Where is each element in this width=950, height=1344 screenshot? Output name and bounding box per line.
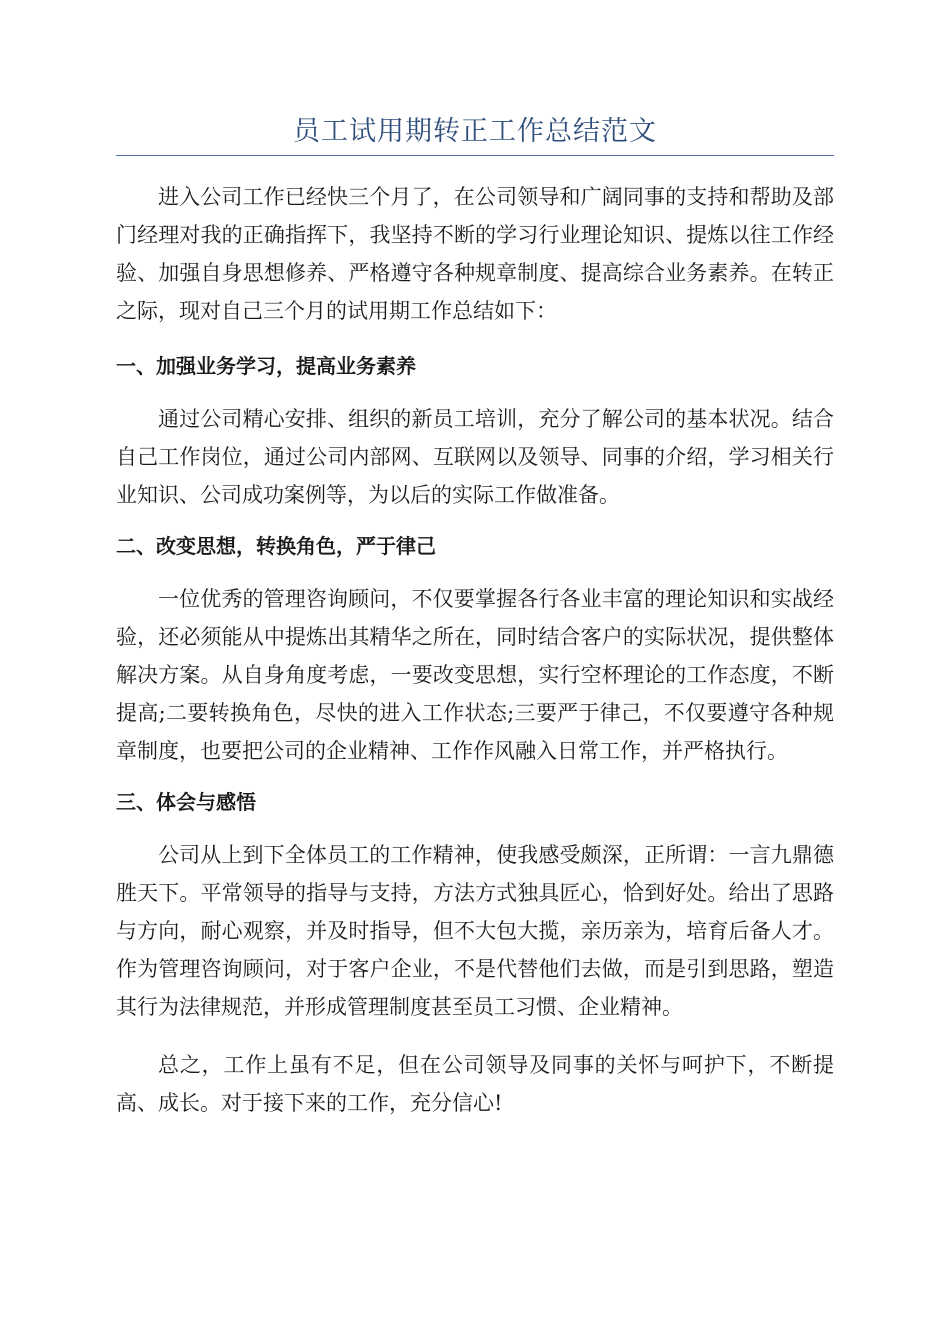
document-page [116, 112, 834, 1122]
section-heading-2: 二、改变思想，转换角色，严于律己 [116, 534, 436, 558]
document-title: 员工试用期转正工作总结范文 [116, 112, 834, 156]
section-heading-3: 三、体会与感悟 [116, 790, 256, 814]
section-heading-1: 一、加强业务学习，提高业务素养 [116, 354, 416, 378]
section-body-1: 通过公司精心安排、组织的新员工培训，充分了解公司的基本状况。结合自己工作岗位，通过公司内部网、互联网以及领导、同事的介绍，学习相关行业知识、公司成功案例等，为以后的实际工作做准备。 [116, 407, 834, 507]
section-body-3: 公司从上到下全体员工的工作精神，使我感受颇深，正所谓：一言九鼎德胜天下。平常领导的指导与支持，方法方式独具匠心，恰到好处。给出了思路与方向，耐心观察，并及时指导，但不大包大揽，亲历亲为，培育后备人才。作为管理咨询顾问，对于客户企业，不是代替他们去做，而是引到思路，塑造其行为法律规范，并形成管理制度甚至员工习惯、企业精神。 [116, 843, 834, 1019]
section-body-2: 一位优秀的管理咨询顾问，不仅要掌握各行各业丰富的理论知识和实战经验，还必须能从中提炼出其精华之所在，同时结合客户的实际状况，提供整体解决方案。从自身角度考虑，一要改变思想，实行空杯理论的工作态度，不断提高;二要转换角色，尽快的进入工作状态;三要严于律己，不仅要遵守各种规章制度，也要把公司的企业精神、工作作风融入日常工作，并严格执行。 [116, 587, 834, 763]
intro-paragraph: 进入公司工作已经快三个月了，在公司领导和广阔同事的支持和帮助及部门经理对我的正确指挥下，我坚持不断的学习行业理论知识、提炼以往工作经验、加强自身思想修养、严格遵守各种规章制度、提高综合业务素养。在转正之际，现对自己三个月的试用期工作总结如下： [116, 185, 834, 323]
conclusion-paragraph: 总之，工作上虽有不足，但在公司领导及同事的关怀与呵护下，不断提高、成长。对于接下来的工作，充分信心! [116, 1053, 834, 1115]
